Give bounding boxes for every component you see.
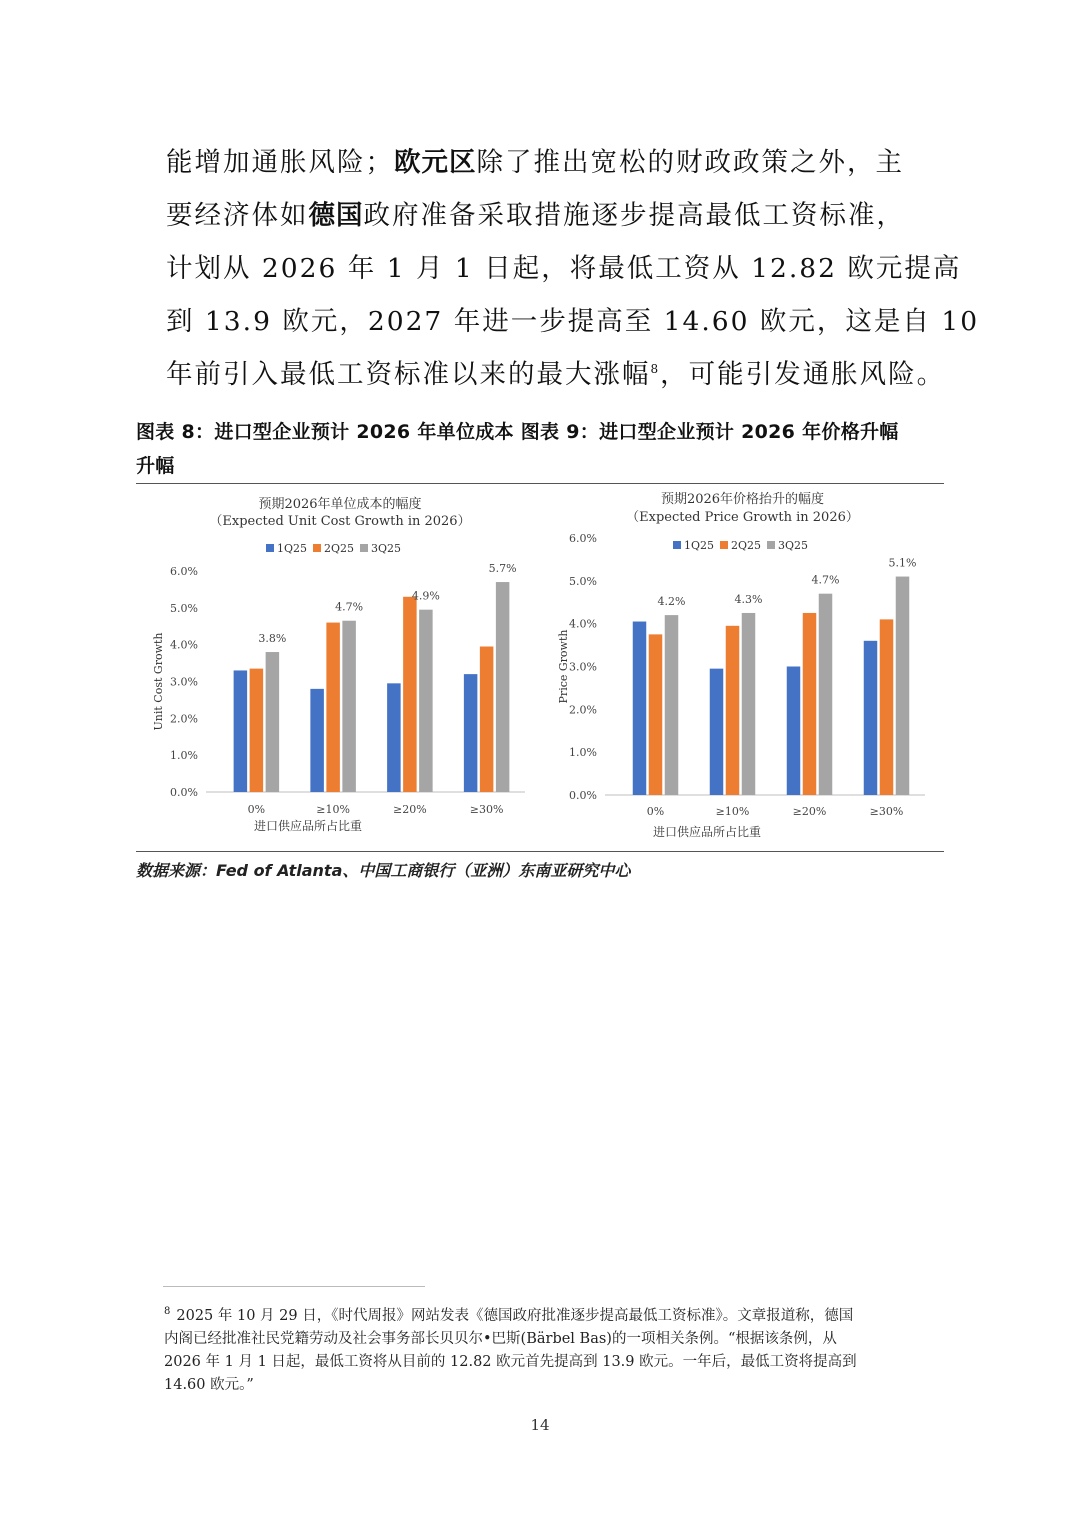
legend-swatch-2Q25: [313, 544, 321, 552]
bar-3Q25: [496, 582, 510, 792]
x-tick-label: ≥30%: [469, 803, 504, 816]
chart-unit-cost: [140, 486, 540, 846]
data-label: 3.8%: [258, 632, 287, 646]
x-tick-label: ≥20%: [393, 803, 427, 816]
bar-2Q25: [403, 597, 417, 792]
chart-subtitle: （Expected Price Growth in 2026）: [626, 510, 859, 525]
figure-title: [136, 415, 948, 483]
footnote-separator: [163, 1286, 425, 1287]
footnote-number: 8: [164, 1306, 171, 1317]
text-segment: ，可能引发通胀风险。: [660, 359, 946, 390]
bar-3Q25: [665, 615, 679, 795]
x-tick-label: ≥30%: [869, 805, 904, 818]
paragraph-line-1: [166, 140, 904, 179]
x-tick-label: ≥10%: [316, 803, 350, 816]
y-tick-label: 1.0%: [569, 746, 597, 760]
data-label: 4.7%: [811, 573, 840, 587]
data-label: 4.9%: [411, 589, 440, 603]
bottom-rule: [136, 851, 944, 852]
data-label: 4.3%: [734, 592, 763, 606]
text-segment: 政府准备采取措施逐步提高最低工资标准，: [363, 200, 905, 231]
chart-title: 预期2026年单位成本的幅度: [258, 497, 422, 512]
bar-2Q25: [803, 613, 817, 795]
footnote-ref[interactable]: 8: [650, 362, 661, 377]
y-tick-label: 2.0%: [170, 712, 198, 726]
figure-title-line-1: 图表 8：进口型企业预计 2026 年单位成本 图表 9：进口型企业预计 2026 年价格升幅: [136, 421, 899, 443]
legend-label-1Q25: 1Q25: [684, 539, 715, 552]
y-tick-label: 6.0%: [569, 532, 597, 545]
footnote-line-4: 14.60 欧元。”: [164, 1376, 254, 1393]
bar-3Q25: [266, 652, 280, 792]
bar-2Q25: [726, 626, 740, 795]
bar-3Q25: [419, 610, 433, 792]
legend-swatch-3Q25: [767, 541, 775, 549]
data-label: 5.1%: [888, 556, 917, 570]
legend-swatch-1Q25: [673, 541, 681, 549]
x-tick-label: 0%: [646, 805, 665, 818]
y-tick-label: 1.0%: [170, 749, 198, 763]
paragraph-line-4: 到 13.9 欧元，2027 年进一步提高至 14.60 欧元，这是自 10: [166, 306, 980, 337]
bar-1Q25: [234, 670, 248, 792]
paragraph-line-5: [166, 352, 945, 391]
bar-1Q25: [387, 683, 401, 792]
x-tick-label: 0%: [247, 803, 266, 816]
text-segment: 年前引入最低工资标准以来的最大涨幅: [166, 359, 651, 390]
x-tick-label: ≥10%: [715, 805, 750, 818]
y-tick-label: 0.0%: [569, 789, 597, 802]
chart-subtitle: （Expected Unit Cost Growth in 2026）: [209, 514, 471, 529]
legend-label-2Q25: 2Q25: [731, 539, 762, 552]
footnote-line-2: 内阁已经批准社民党籍劳动及社会事务部长贝贝尔•巴斯(Bärbel Bas)的一项相关条例。“根据该条例，从: [164, 1330, 837, 1347]
legend-label-1Q25: 1Q25: [277, 542, 308, 555]
x-axis-label: 进口供应品所占比重: [652, 825, 762, 839]
legend-swatch-1Q25: [266, 544, 274, 552]
text-segment: 能增加通胀风险；: [166, 147, 394, 178]
bar-3Q25: [896, 577, 910, 795]
bar-1Q25: [633, 622, 647, 795]
y-tick-label: 6.0%: [170, 565, 198, 578]
paragraph-line-2: [166, 193, 905, 232]
y-tick-label: 3.0%: [170, 675, 198, 689]
bar-3Q25: [742, 613, 756, 795]
bar-1Q25: [864, 641, 878, 795]
y-tick-label: 0.0%: [170, 786, 198, 799]
bar-1Q25: [710, 669, 724, 795]
legend-swatch-3Q25: [360, 544, 368, 552]
legend-swatch-2Q25: [720, 541, 728, 549]
bar-2Q25: [250, 669, 264, 792]
y-axis-label: Price Growth: [557, 629, 570, 704]
bar-1Q25: [464, 674, 478, 792]
bar-2Q25: [649, 634, 663, 795]
bar-2Q25: [326, 623, 340, 792]
text-segment: 除了推出宽松的财政政策之外，主: [476, 147, 904, 178]
bar-3Q25: [342, 621, 356, 792]
data-source: 数据来源：Fed of Atlanta、中国工商银行（亚洲）东南亚研究中心: [136, 861, 631, 880]
bar-2Q25: [880, 619, 894, 795]
text-segment: 要经济体如: [166, 200, 309, 231]
figure-title-line-2: 升幅: [136, 455, 175, 477]
y-tick-label: 4.0%: [170, 638, 198, 652]
y-tick-label: 5.0%: [170, 601, 198, 615]
y-axis-label: Unit Cost Growth: [152, 632, 165, 731]
bar-1Q25: [787, 667, 801, 796]
bold-term-germany: 德国: [308, 200, 364, 231]
footnote-text: 2025 年 10 月 29 日，《时代周报》网站发表《德国政府批准逐步提高最低工资标准》。文章报道称，德国: [176, 1307, 854, 1324]
chart-title: 预期2026年价格抬升的幅度: [660, 492, 825, 507]
top-rule: [136, 483, 944, 484]
data-label: 4.7%: [335, 600, 364, 614]
paragraph-line-3: 计划从 2026 年 1 月 1 日起，将最低工资从 12.82 欧元提高: [166, 253, 962, 284]
y-tick-label: 4.0%: [569, 617, 597, 631]
x-axis-label: 进口供应品所占比重: [253, 819, 363, 833]
bar-2Q25: [480, 647, 494, 792]
bar-1Q25: [310, 689, 324, 792]
footnote: [164, 1300, 924, 1397]
footnote-line-3: 2026 年 1 月 1 日起，最低工资将从目前的 12.82 欧元首先提高到 13.9 欧元。一年后，最低工资将提高到: [164, 1353, 857, 1370]
footnote-line-1: [164, 1300, 924, 1328]
legend-label-3Q25: 3Q25: [371, 542, 402, 555]
y-tick-label: 3.0%: [569, 660, 597, 674]
page-number: 14: [530, 1416, 550, 1434]
bold-term-eurozone: 欧元区: [394, 147, 477, 178]
bar-3Q25: [819, 594, 833, 795]
y-tick-label: 2.0%: [569, 703, 597, 717]
data-label: 4.2%: [657, 595, 686, 609]
y-tick-label: 5.0%: [569, 574, 597, 588]
data-label: 5.7%: [488, 562, 517, 576]
legend-label-3Q25: 3Q25: [778, 539, 809, 552]
x-tick-label: ≥20%: [792, 805, 827, 818]
legend-label-2Q25: 2Q25: [324, 542, 355, 555]
chart-price-growth: [545, 486, 940, 846]
